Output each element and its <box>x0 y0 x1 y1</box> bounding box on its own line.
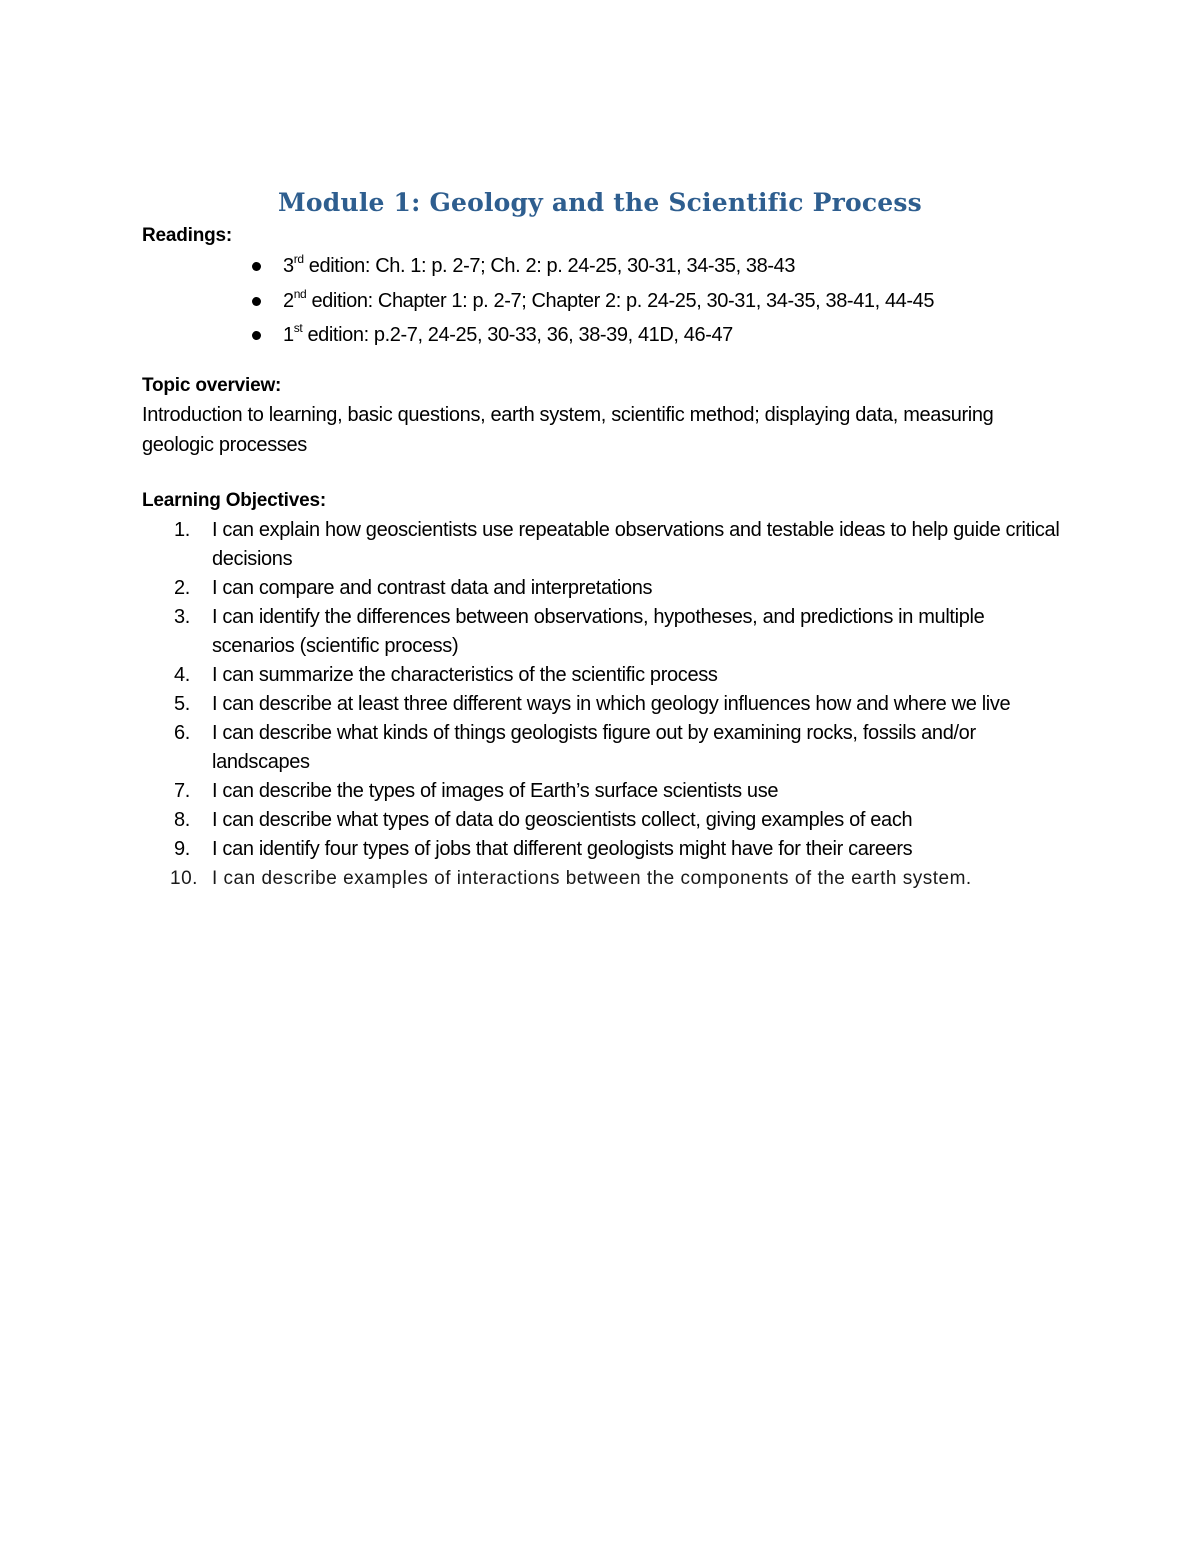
topic-overview-text: Introduction to learning, basic questions, earth system, scientific method; displaying data, measuring geologic processes <box>142 404 994 456</box>
list-item: 8. I can describe what types of data do geoscientists collect, giving examples of each <box>174 809 913 831</box>
topic-overview-label: Topic overview: <box>142 375 282 396</box>
bullet-icon <box>252 331 261 340</box>
list-item: 4. I can summarize the characteristics of the scientific process <box>174 664 718 686</box>
list-item: 1. I can explain how geoscientists use repeatable observations and testable ideas to help guide critical decisions <box>174 519 1060 570</box>
list-item: 5. I can describe at least three different ways in which geology influences how and where we live <box>174 693 1011 715</box>
readings-label: Readings: <box>142 225 233 246</box>
learning-objectives-list <box>142 516 1062 893</box>
page-title: Module 1: Geology and the Scientific Process <box>278 188 922 217</box>
bullet-icon <box>252 297 261 306</box>
list-item: 9. I can identify four types of jobs that different geologists might have for their careers <box>174 838 913 860</box>
learning-objectives-label: Learning Objectives: <box>142 490 326 511</box>
list-item: 6. I can describe what kinds of things geologists figure out by examining rocks, fossils and/or landscapes <box>174 722 976 773</box>
bullet-icon <box>252 262 261 271</box>
list-item: 7. I can describe the types of images of Earth’s surface scientists use <box>174 780 779 802</box>
list-item: 10. I can describe examples of interactions between the components of the earth system. <box>170 868 972 889</box>
list-item: 3. I can identify the differences between observations, hypotheses, and predictions in multiple scenarios (scientific process) <box>174 606 985 657</box>
document-page: Module 1: Geology and the Scientific Process Readings: 3rd edition: Ch. 1: p. 2-7; Ch. 2: p. 24-25, 30-31, 34-35, 38-43 2nd edition: Chapter 1: p. 2-7; Chapter 2: p. 24-25, 30-31, 34-35, 38-41, 44-45 1st edition: p.2-7, 24-25, 30-33, 36, 38-39, 41D, 46-47 Topic overview: Introduction to learning, basic questions, earth system, scientific method; displaying data, measuring geologic processes Learning Objectives: 1. I can explain how geoscientists use repeatable observations and testable ideas to help guide critical decisions 2. I can compare and contrast data and interpretations 3. I can identify the differences between observations, hypotheses, and predictions in multiple scenarios (scientific process) 4. I can summarize the characteristics of the scientific process 5. I can describe at least three different ways in which geology influences how and where we live 6. I can describe what kinds of things geologists figure out by examining rocks, fossils and/or landscapes 7. I can describe the types of images of Earth’s surface scientists use 8. I can describe what types of data do geoscientists collect, giving examples of each 9. I can identify four types of jobs that different geologists might have for their careers 10. I can describe examples of interactions between the components of the earth system. <box>0 0 1200 1553</box>
list-item: 2. I can compare and contrast data and interpretations <box>174 577 653 599</box>
